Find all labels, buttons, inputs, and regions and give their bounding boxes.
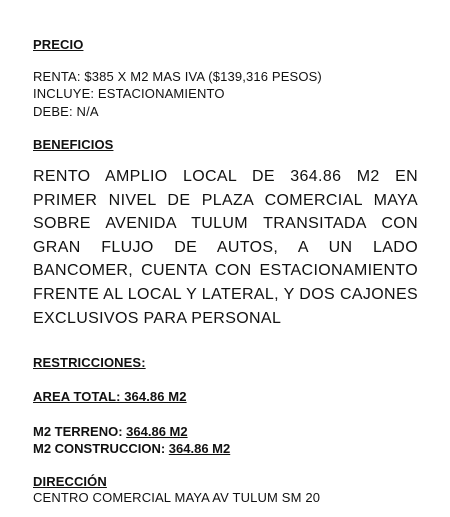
m2-terreno-value: 364.86 M2 [126,424,188,439]
debe-line: DEBE: N/A [33,104,99,119]
restricciones-heading: RESTRICCIONES: [33,355,146,370]
address-line: CENTRO COMERCIAL MAYA AV TULUM SM 20 [33,490,321,505]
m2-construccion-value: 364.86 M2 [168,441,231,456]
beneficios-heading: BENEFICIOS [33,137,114,152]
m2-terreno-label: M2 TERRENO: [33,424,127,439]
m2-construccion-line [33,441,230,456]
precio-heading: PRECIO [33,37,84,52]
direccion-heading: DIRECCIÓN [33,474,107,489]
m2-construccion-label: M2 CONSTRUCCION: [33,441,169,456]
m2-terreno-line [33,424,188,439]
beneficios-paragraph: RENTO AMPLIO LOCAL DE 364.86 M2 EN PRIMER NIVEL DE PLAZA COMERCIAL MAYA SOBRE AVENIDA TULUM TRANSITADA CON GRAN FLUJO DE AUTOS, A UN LADO BANCOMER, CUENTA CON ESTACIONAMIENTO FRENTE AL LOCAL Y LATERAL, Y DOS CAJONES EXCLUSIVOS PARA PERSONAL [33,168,418,327]
renta-line: RENTA: $385 X M2 MAS IVA ($139,316 PESOS) [33,69,322,84]
incluye-line: INCLUYE: ESTACIONAMIENTO [33,86,225,101]
area-total: AREA TOTAL: 364.86 M2 [33,389,187,404]
